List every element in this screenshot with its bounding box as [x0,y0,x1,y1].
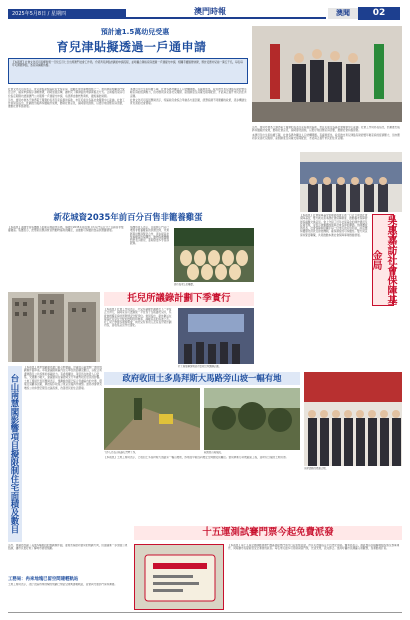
taipa-subhead: 工務局：冉來地塊已留空間建輕軌站 [8,577,79,582]
delegation-photo-art [300,152,402,212]
taipa-body-1: 【本報訊】城市規劃委員會日前召開會議，討論台山南慧閣一帶的規劃條件圖草案。草案建議限制區內住宅單位的面積及數目，以配合周邊道路及公共設施的承載能力。有委員關注，項目所在地段人口密集，交通壓力較大，建議當局在審批時充分考慮對附近居民的影響。 [24,366,102,379]
nursery-caption: 社工局舉辦說明會介紹托兒所議錄計劃。 [178,365,222,368]
slope-body: 【本報訊】土地工務局表示，已收回土多鳥拜斯大馬路旁一幅山坡地，該地段早前因斜坡安全問題受到關注。當局將進行斜坡鞏固工程，並研究日後的土地用途。 [104,456,289,459]
egg-caption: 超市貨架上的雞蛋。 [174,283,196,286]
building-photo-art [8,292,100,362]
slope-caption-right: 收回的山坡地段。 [204,451,224,454]
side-story-banner: 吳惠嘉訪社會保障基金局 [370,215,396,305]
nursery-photo [178,308,254,364]
lead-headline: 育兒津貼擬透過一戶通申請 [56,40,207,54]
lead-body-2-side: 另外，當局亦會為不熟悉電子服務的長者及家庭提供協助，市民可前往各區社會服務中心查詢。社會工作局局長指出，計劃推出後將持續檢討成效，聽取社會意見，適時優化措施，以更好地回應家庭需要，推動社會和諧發展。 [252,126,400,133]
egg-body-col2 [130,226,170,288]
lead-paragraph: 【本報訊】社會文化司司長柳智毅一行於五月七日出席澳門社會工作局，介紹育兒津貼計劃的申請流程，並呼籲合資格家庭透過一戶通提交申請，相關手續簡便快捷，預計受惠幼兒逾一萬五千名，每名每年可獲發津貼，為家庭減輕負擔。 [8,58,248,84]
slope-photo-left [104,388,200,450]
side-story-body: 【本報訊】社會保障基金管理委員會主席一行近日拜訪社會保障基金，雙方就完善本澳社會保障制度、推動養老保障發展等議題交換意見。會上介紹了近年社保基金的運作情況及投資表現，並表示會繼續加強與社會各界的溝通。訪問團成員認為，社會保障制度關乎每一位市民的切身利益，政府應持續優化供款及發放機制，確保制度的可持續性。雙方同意保持緊密聯繫，共同推動本澳社會保障事業穩健發展。 [300,214,368,237]
egg-body-1: 【本報訊】美國零售集團旗下的新花城超市宣佈，承諾於2035年前在旗下所有門店百分之百銷售非籠養雞蛋。集團表示，此舉是回應消費者對動物福利的關注，並推動可持續的食品供應鏈發展。 [8,226,124,233]
page-number: 02 [358,7,400,20]
lead-body-4: 社會文化司司長回應時表示，特區政府會綜合考慮各方面因素，統籌協調不同範疇的政策，逐步構建生育友善的社會環境。 [130,98,247,106]
egg-body-2: 集團負責人表示，目前旗下門店已增加非籠養雞蛋的供應比例，未來將與供應商緊密合作，逐步提高非籠養雞蛋的採購量。動物保護團體對此表示歡迎，並期望更多零售商跟進。 [130,226,169,246]
ticket-banner: 十五運測試賽門票今起免費派發 [134,526,402,540]
section-label: 澳聞 [328,8,358,19]
taipa-banner: 台山南慧閣影響項目擬限制住宅面積及數目 [8,366,22,542]
egg-body-col1 [8,226,126,288]
lead-body-3: 本澳近年出生率持續下降，社會各界均關注人口結構問題。有議員認為，政府推出育兒津貼有助紓緩年輕家庭的經濟壓力，但亦應同步完善托兒服務、產假制度及房屋支援等配套，才能真正提升市民的生育意願。 [130,88,247,98]
taipa-body-2: 土地工務局代表回應時表示，規劃條件圖已綜合考慮區內的交通、環境及景觀等因素，將按程序收集公眾意見後再作調整。當局亦會研究增設公共休憩空間及社區設施，改善居民的生活環境。 [24,380,102,390]
nursery-body: 【本報訊】社會工作局表示，托兒所議錄計劃將於下一季度正式實行，屆時家長可透過統一平台為子女報讀托兒所，系統會根據家庭的實際情況分配學位。當局指出，新計劃旨在提高托兒學位分配的透明度和效率，減輕家長的奔波之苦。社工局已舉辦多場說明會，向托兒所負責人及家長介紹計劃內容，並收集意見作出優化。 [104,308,172,328]
taipa-body-4: 土地工務局表示，氹仔北區冉來地塊的規劃已預留空間興建輕軌站，並會與交通部門保持溝通。 [8,583,117,586]
ticket-photo [134,544,224,610]
slope-photo-right-art [204,388,300,450]
slope-photo-right [204,388,300,450]
building-photo [8,292,100,362]
slope-banner: 政府收回土多鳥拜斯大馬路旁山坡一幅有地 [104,372,300,385]
taipa-body-3: 另外，會議亦討論了其他多幅地段的規劃條件圖，委員普遍認同當局的規劃方向，但建議進一步加強公眾諮詢，讓市民更好地了解城市發展規劃。 [8,544,128,551]
taipa-body-col2 [8,544,128,574]
lead-body-1: 社會文化司司長表示，育兒津貼是特區政府支持家庭、鼓勵生育的重要措施之一。當局將與相關部門緊密合作，確保申請程序清晰便捷，同時加強宣傳，讓市民了解津貼的申請資格及方式。合資格的家庭可於指定期間內透過澳門公共服務一戶通提交申請，系統將自動核對資料，縮短審批時間。 [8,88,125,98]
masthead: 澳門時報 [194,6,226,16]
egg-photo-art [174,228,254,282]
lead-body-col2 [130,88,248,208]
nursery-banner: 托兒所議錄計劃下季實行 [104,292,254,306]
ticket-body: 【本報訊】第十五屆全國運動會澳門賽區測試賽門票今日起免費派發，市民可透過指定平台登記索取。體育局表示，測試賽旨在檢驗場館設施及賽事運作，同時讓市民提前感受全運會的氣氛。每名市民最多可索取兩張門票，先到先得，派完即止。當局呼籲市民踴躍入場觀賽，為運動員打氣。 [228,544,400,551]
nursery-photo-art [178,308,254,364]
meeting-photo-art [252,26,402,122]
event-caption: 出席活動的嘉賓合照。 [304,467,328,470]
event-photo [304,372,402,466]
ticket-photo-art [135,545,224,610]
egg-photo [174,228,254,282]
lead-body-3-side: 本澳近年出生率持續下降，社會各界均關注人口結構問題。有議員認為，政府推出育兒津貼有助紓緩年輕家庭的經濟壓力，但亦應同步完善托兒服務、產假制度及房屋支援等配套，才能真正提升市民的生育意願。 [252,133,400,140]
delegation-photo [300,152,402,212]
taipa-body-col1 [24,366,102,542]
egg-headline: 新花城資2035年前百分百售非籠養雞蛋 [53,212,203,222]
lead-body-col1 [8,88,126,208]
lead-body-2: 另外，當局亦會為不熟悉電子服務的長者及家庭提供協助，市民可前往各區社會服務中心查詢。社會工作局局長指出，計劃推出後將持續檢討成效，聽取社會意見，適時優化措施，以更好地回應家庭需要，推動社會和諧發展。 [8,98,125,109]
footer-rule [8,612,402,613]
lead-subheadline: 預計逾1.5萬幼兒受惠 [100,28,170,36]
meeting-photo [252,26,402,122]
event-photo-art [304,372,402,466]
slope-caption-left: 工作人員在山坡進行清理工作。 [104,451,138,454]
slope-photo-left-art [104,388,200,450]
issue-date: 2025年5月8日 / 星期四 [8,9,126,19]
